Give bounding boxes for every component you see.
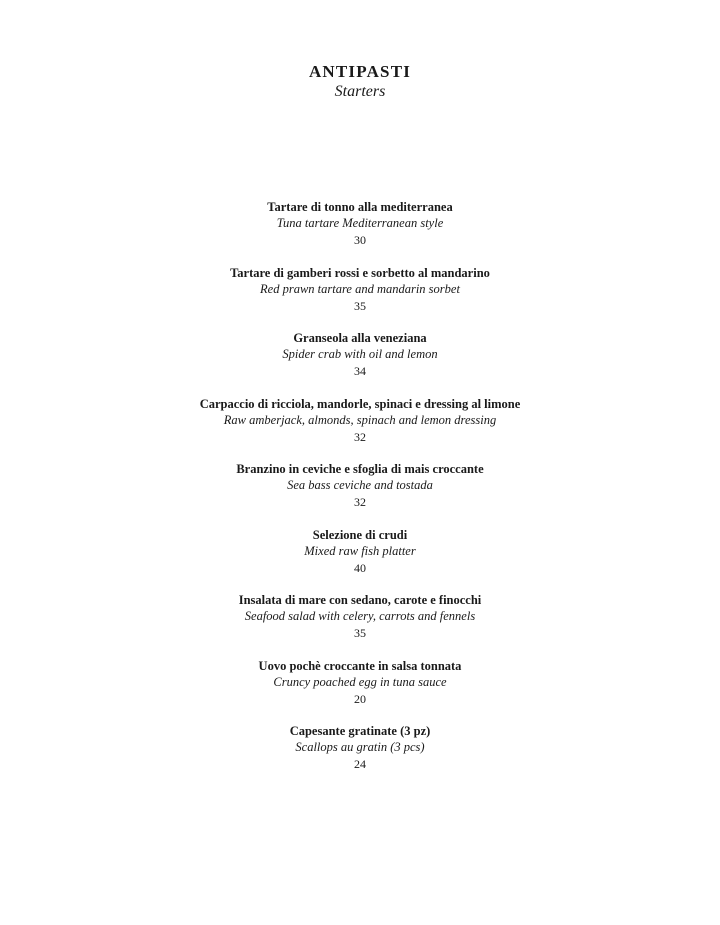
item-price: 20 bbox=[354, 691, 366, 706]
item-name: Tartare di gamberi rossi e sorbetto al mandarino bbox=[230, 265, 490, 280]
menu-item bbox=[0, 265, 720, 331]
menu-item bbox=[0, 527, 720, 593]
item-description: Mixed raw fish platter bbox=[304, 543, 416, 558]
item-description: Raw amberjack, almonds, spinach and lemon dressing bbox=[223, 412, 497, 427]
menu-list bbox=[0, 199, 720, 789]
menu-item bbox=[0, 461, 720, 527]
item-description: Seafood salad with celery, carrots and fennels bbox=[244, 609, 476, 623]
item-description: Scallops au gratin (3 pcs) bbox=[295, 740, 425, 754]
item-name: Insalata di mare con sedano, carote e finocchi bbox=[238, 593, 482, 607]
item-price: 32 bbox=[354, 495, 366, 509]
item-name: Uovo pochè croccante in salsa tonnata bbox=[258, 658, 462, 673]
item-name: Carpaccio di ricciola, mandorle, spinaci e dressing al limone bbox=[199, 396, 521, 411]
menu-header bbox=[0, 62, 720, 102]
item-name: Capesante gratinate (3 pz) bbox=[289, 724, 431, 738]
item-description: Tuna tartare Mediterranean style bbox=[276, 216, 444, 230]
menu-item bbox=[0, 330, 720, 396]
item-description: Cruncy poached egg in tuna sauce bbox=[273, 674, 447, 689]
menu-item bbox=[0, 723, 720, 789]
item-description: Spider crab with oil and lemon bbox=[282, 347, 438, 361]
item-price: 30 bbox=[354, 233, 366, 247]
item-name: Branzino in ceviche e sfoglia di mais croccante bbox=[236, 462, 484, 476]
menu-item bbox=[0, 658, 720, 724]
menu-item bbox=[0, 592, 720, 658]
item-name: Tartare di tonno alla mediterranea bbox=[267, 200, 453, 214]
item-price: 32 bbox=[354, 429, 366, 444]
item-name: Granseola alla veneziana bbox=[293, 331, 427, 345]
item-price: 40 bbox=[354, 560, 366, 575]
section-subtitle: Starters bbox=[334, 83, 386, 100]
menu-item bbox=[0, 199, 720, 265]
item-price: 34 bbox=[354, 364, 366, 378]
item-price: 24 bbox=[354, 757, 366, 771]
item-description: Red prawn tartare and mandarin sorbet bbox=[260, 281, 460, 296]
menu-item bbox=[0, 396, 720, 462]
item-name: Selezione di crudi bbox=[312, 527, 408, 542]
item-price: 35 bbox=[354, 626, 366, 640]
item-price: 35 bbox=[354, 298, 366, 313]
item-description: Sea bass ceviche and tostada bbox=[287, 478, 433, 492]
section-title: ANTIPASTI bbox=[308, 62, 412, 81]
